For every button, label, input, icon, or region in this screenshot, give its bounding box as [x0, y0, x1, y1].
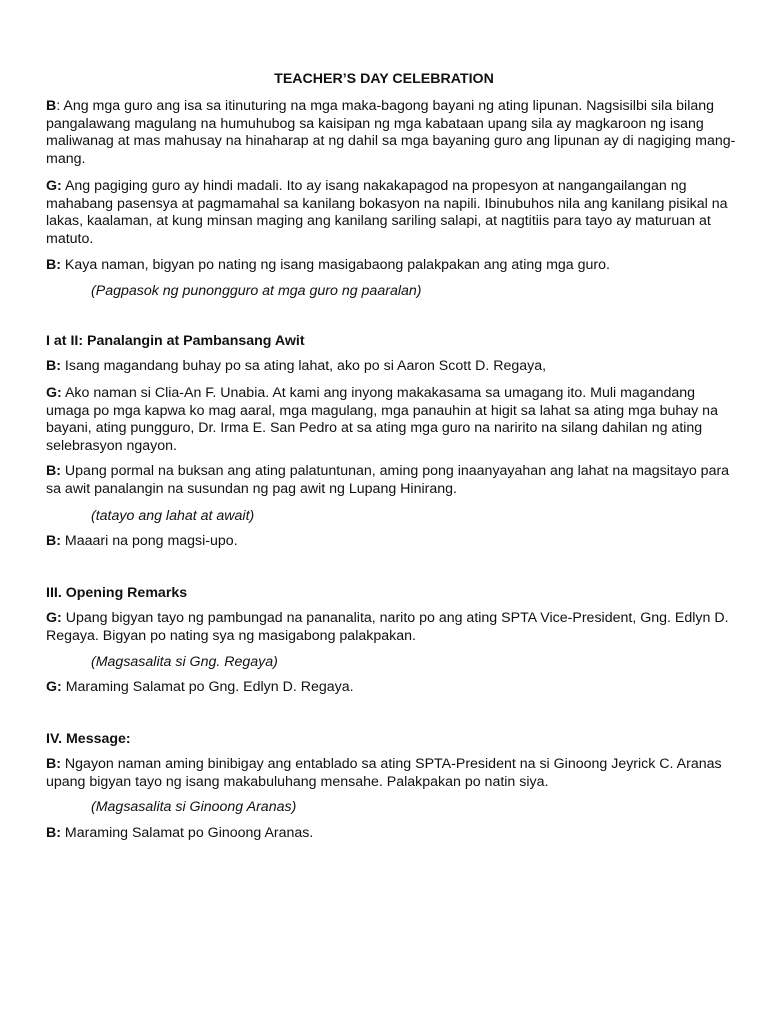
- speaker-label: B: [46, 358, 57, 374]
- dialogue-text: Ngayon naman aming binibigay ang entablado sa ating SPTA-President na si Ginoong Jeyrick C. Aranas upang bigyan tayo ng isang makabuluhang mensahe. Palakpakan po natin siya.: [46, 756, 722, 790]
- speaker-separator: :: [56, 463, 61, 479]
- speaker-label: B: [46, 463, 57, 479]
- dialogue-line: [46, 178, 736, 248]
- speaker-separator: :: [57, 178, 62, 194]
- speaker-separator: :: [56, 825, 61, 841]
- dialogue-text: Maraming Salamat po Ginoong Aranas.: [60, 825, 314, 841]
- speaker-label: G: [46, 679, 58, 695]
- dialogue-text: Maaari na pong magsi-upo.: [60, 533, 238, 549]
- speaker-label: B: [46, 257, 57, 273]
- speaker-label: G: [46, 385, 58, 401]
- dialogue-line: [46, 98, 736, 168]
- speaker-label: G: [46, 610, 58, 626]
- stage-direction: (Magsasalita si Ginoong Aranas): [91, 799, 297, 815]
- dialogue-text: Ako naman si Clia-An F. Unabia. At kami ang inyong makakasama sa umagang ito. Muli magandang umaga po mga kapwa ko mag aaral, mga magulang, mga panauhin at higit sa lahat sa ating mga buhay na bayani, ating pungguro, Dr. Irma E. San Pedro at sa ating mga guro na naririto na silang dahilan ng ating selebrasyon ngayon.: [46, 385, 718, 454]
- dialogue-line: [46, 610, 736, 645]
- section-heading: I at II: Panalangin at Pambansang Awit: [46, 333, 305, 349]
- speaker-label: B: [46, 98, 57, 114]
- stage-direction: (tatayo ang lahat at await): [91, 508, 255, 524]
- speaker-separator: :: [56, 358, 61, 374]
- dialogue-line: [46, 825, 736, 843]
- section-heading: III. Opening Remarks: [46, 585, 188, 601]
- speaker-separator: :: [57, 610, 62, 626]
- dialogue-text: Isang magandang buhay po sa ating lahat, ako po si Aaron Scott D. Regaya,: [60, 358, 547, 374]
- speaker-separator: :: [56, 756, 61, 772]
- speaker-label: G: [46, 178, 58, 194]
- dialogue-text: Upang bigyan tayo ng pambungad na pananalita, narito po ang ating SPTA Vice-President, Gng. Edlyn D. Regaya. Bigyan po nating sya ng masigabong palakpakan.: [46, 610, 729, 644]
- speaker-label: B: [46, 533, 57, 549]
- section-heading: IV. Message:: [46, 731, 131, 747]
- dialogue-line: [46, 257, 736, 275]
- dialogue-text: Ang pagiging guro ay hindi madali. Ito ay isang nakakapagod na propesyon at nangangailangan ng mahabang pasensya at pagmamahal sa kanilang bokasyon na napili. Ibinubuhos nila ang kanilang pisikal na lakas, kaalaman, at kung minsan maging ang kanilang sariling salapi, at nagtitiis para tayo ay maturuan at matuto.: [46, 178, 728, 247]
- dialogue-line: [46, 385, 736, 455]
- document-title: TEACHER’S DAY CELEBRATION: [274, 71, 494, 87]
- dialogue-line: [46, 358, 736, 376]
- dialogue-line: [46, 533, 736, 551]
- dialogue-text: Ang mga guro ang isa sa itinuturing na mga maka-bagong bayani ng ating lipunan. Nagsisilbi sila bilang pangalawang magulang na humuhubog sa kaisipan ng mga kabataan upang sila ay magkaroon ng isang maliwanag at mas mahusay na hinaharap at ng dahil sa mga bayaning guro ang lipunan ay di nagiging mang-mang.: [46, 98, 736, 167]
- dialogue-text: Kaya naman, bigyan po nating ng isang masigabaong palakpakan ang ating mga guro.: [60, 257, 610, 273]
- dialogue-text: Maraming Salamat po Gng. Edlyn D. Regaya.: [61, 679, 354, 695]
- stage-direction: (Magsasalita si Gng. Regaya): [91, 654, 278, 670]
- speaker-separator: :: [56, 257, 61, 273]
- stage-direction: (Pagpasok ng punongguro at mga guro ng paaralan): [91, 283, 422, 299]
- dialogue-text: Upang pormal na buksan ang ating palatuntunan, aming pong inaanyayahan ang lahat na magsitayo para sa awit panalangin na susundan ng pag awit ng Lupang Hinirang.: [46, 463, 730, 497]
- speaker-separator: :: [56, 533, 61, 549]
- dialogue-line: [46, 679, 736, 697]
- dialogue-line: [46, 463, 736, 498]
- speaker-label: B: [46, 756, 57, 772]
- speaker-separator: :: [56, 98, 61, 114]
- dialogue-line: [46, 756, 736, 791]
- speaker-separator: :: [57, 385, 62, 401]
- speaker-separator: :: [57, 679, 62, 695]
- speaker-label: B: [46, 825, 57, 841]
